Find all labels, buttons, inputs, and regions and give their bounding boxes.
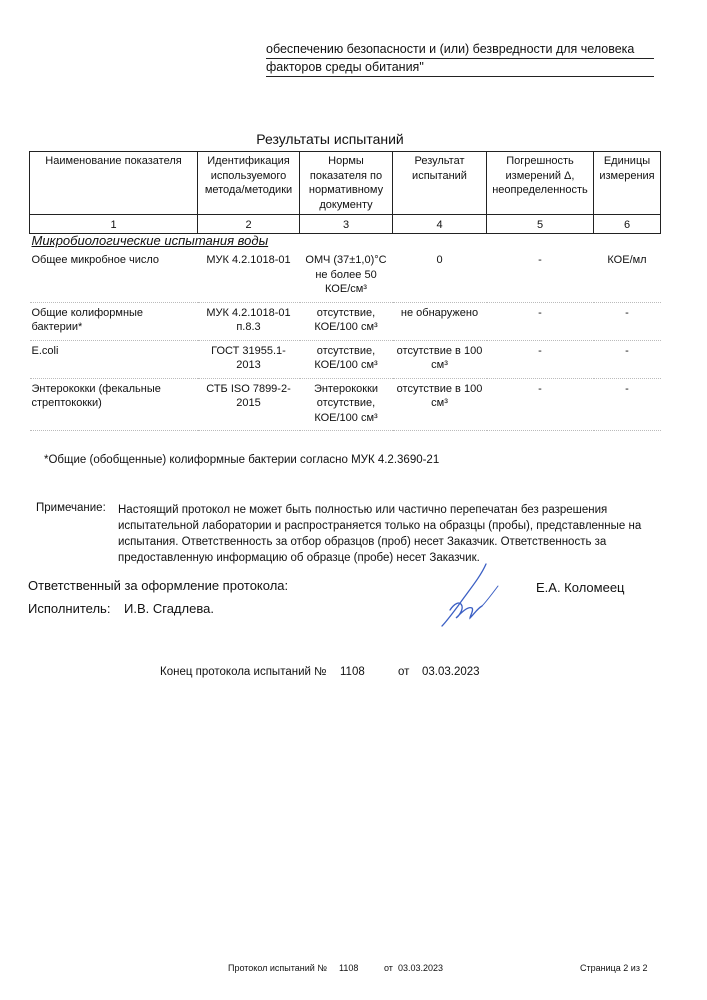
cell-result: 0 bbox=[393, 250, 487, 302]
responsible-name: Е.А. Коломеец bbox=[536, 580, 625, 595]
column-header-result: Результат испытаний bbox=[393, 152, 487, 215]
column-number: 5 bbox=[487, 215, 594, 234]
column-header-name: Наименование показателя bbox=[30, 152, 198, 215]
column-number: 2 bbox=[198, 215, 300, 234]
results-table bbox=[29, 151, 661, 431]
section-title: Микробиологические испытания воды bbox=[30, 234, 661, 251]
cell-norm: ОМЧ (37±1,0)°С не более 50 КОЕ/см³ bbox=[300, 250, 393, 302]
column-number: 4 bbox=[393, 215, 487, 234]
end-protocol-text: Конец протокола испытаний № bbox=[160, 666, 327, 678]
footer-protocol-number: 1108 bbox=[339, 963, 359, 973]
cell-norm: Энтерококки отсутствие, КОЕ/100 см³ bbox=[300, 378, 393, 431]
header-line-1: обеспечению безопасности и (или) безвредности для человека bbox=[266, 40, 654, 59]
table-header-row bbox=[30, 152, 661, 215]
cell-uncertainty: - bbox=[487, 378, 594, 431]
section-row bbox=[30, 234, 661, 251]
table-row bbox=[30, 340, 661, 378]
executor-label: Исполнитель: bbox=[28, 601, 111, 616]
responsible-label: Ответственный за оформление протокола: bbox=[28, 578, 289, 593]
footer-date: 03.03.2023 bbox=[398, 963, 444, 973]
cell-method: СТБ ISO 7899-2-2015 bbox=[198, 378, 300, 431]
column-header-method: Идентификация используемого метода/методики bbox=[198, 152, 300, 215]
cell-units: - bbox=[594, 340, 661, 378]
end-protocol-from: от bbox=[398, 666, 410, 678]
footer-page-number: Страница 2 из 2 bbox=[580, 963, 648, 973]
column-number: 1 bbox=[30, 215, 198, 234]
cell-method: МУК 4.2.1018-01 bbox=[198, 250, 300, 302]
cell-result: отсутствие в 100 см³ bbox=[393, 378, 487, 431]
cell-result: не обнаружено bbox=[393, 302, 487, 340]
end-protocol-date: 03.03.2023 bbox=[422, 666, 480, 678]
footer-from: от bbox=[384, 963, 393, 973]
table-row bbox=[30, 250, 661, 302]
column-header-norm: Нормы показателя по нормативному документу bbox=[300, 152, 393, 215]
executor-name: И.В. Сгадлева. bbox=[124, 601, 214, 616]
cell-method: МУК 4.2.1018-01 п.8.3 bbox=[198, 302, 300, 340]
cell-indicator: E.coli bbox=[30, 340, 198, 378]
cell-units: - bbox=[594, 302, 661, 340]
column-header-uncertainty: Погрешность измерений Δ, неопределенность bbox=[487, 152, 594, 215]
table-row bbox=[30, 378, 661, 431]
column-number: 6 bbox=[594, 215, 661, 234]
table-row bbox=[30, 302, 661, 340]
cell-units: КОЕ/мл bbox=[594, 250, 661, 302]
cell-uncertainty: - bbox=[487, 302, 594, 340]
footnote: *Общие (обобщенные) колиформные бактерии согласно МУК 4.2.3690-21 bbox=[44, 454, 440, 466]
note-text: Настоящий протокол не может быть полностью или частично перепечатан без разрешения испытательной лаборатории и распространяется только на образцы (пробы), представленные на испытания. Ответственность за отбор образцов (проб) несет Заказчик. Ответственность за предоставленную информацию об образце (пробе) несет Заказчик. bbox=[118, 504, 642, 564]
cell-uncertainty: - bbox=[487, 340, 594, 378]
results-title: Результаты испытаний bbox=[256, 131, 404, 147]
cell-norm: отсутствие, КОЕ/100 см³ bbox=[300, 302, 393, 340]
cell-method: ГОСТ 31955.1-2013 bbox=[198, 340, 300, 378]
cell-indicator: Общее микробное число bbox=[30, 250, 198, 302]
end-protocol-number: 1108 bbox=[340, 666, 365, 678]
footer-protocol-label: Протокол испытаний № bbox=[228, 963, 327, 973]
cell-units: - bbox=[594, 378, 661, 431]
cell-norm: отсутствие, КОЕ/100 см³ bbox=[300, 340, 393, 378]
cell-result: отсутствие в 100 см³ bbox=[393, 340, 487, 378]
column-header-units: Единицы измерения bbox=[594, 152, 661, 215]
cell-uncertainty: - bbox=[487, 250, 594, 302]
note-label: Примечание: bbox=[36, 502, 106, 514]
cell-indicator: Энтерококки (фекальные стрептококки) bbox=[30, 378, 198, 431]
cell-indicator: Общие колиформные бактерии* bbox=[30, 302, 198, 340]
signature-image bbox=[436, 560, 506, 630]
column-number-row bbox=[30, 215, 661, 234]
header-line-2: факторов среды обитания" bbox=[266, 58, 654, 77]
column-number: 3 bbox=[300, 215, 393, 234]
